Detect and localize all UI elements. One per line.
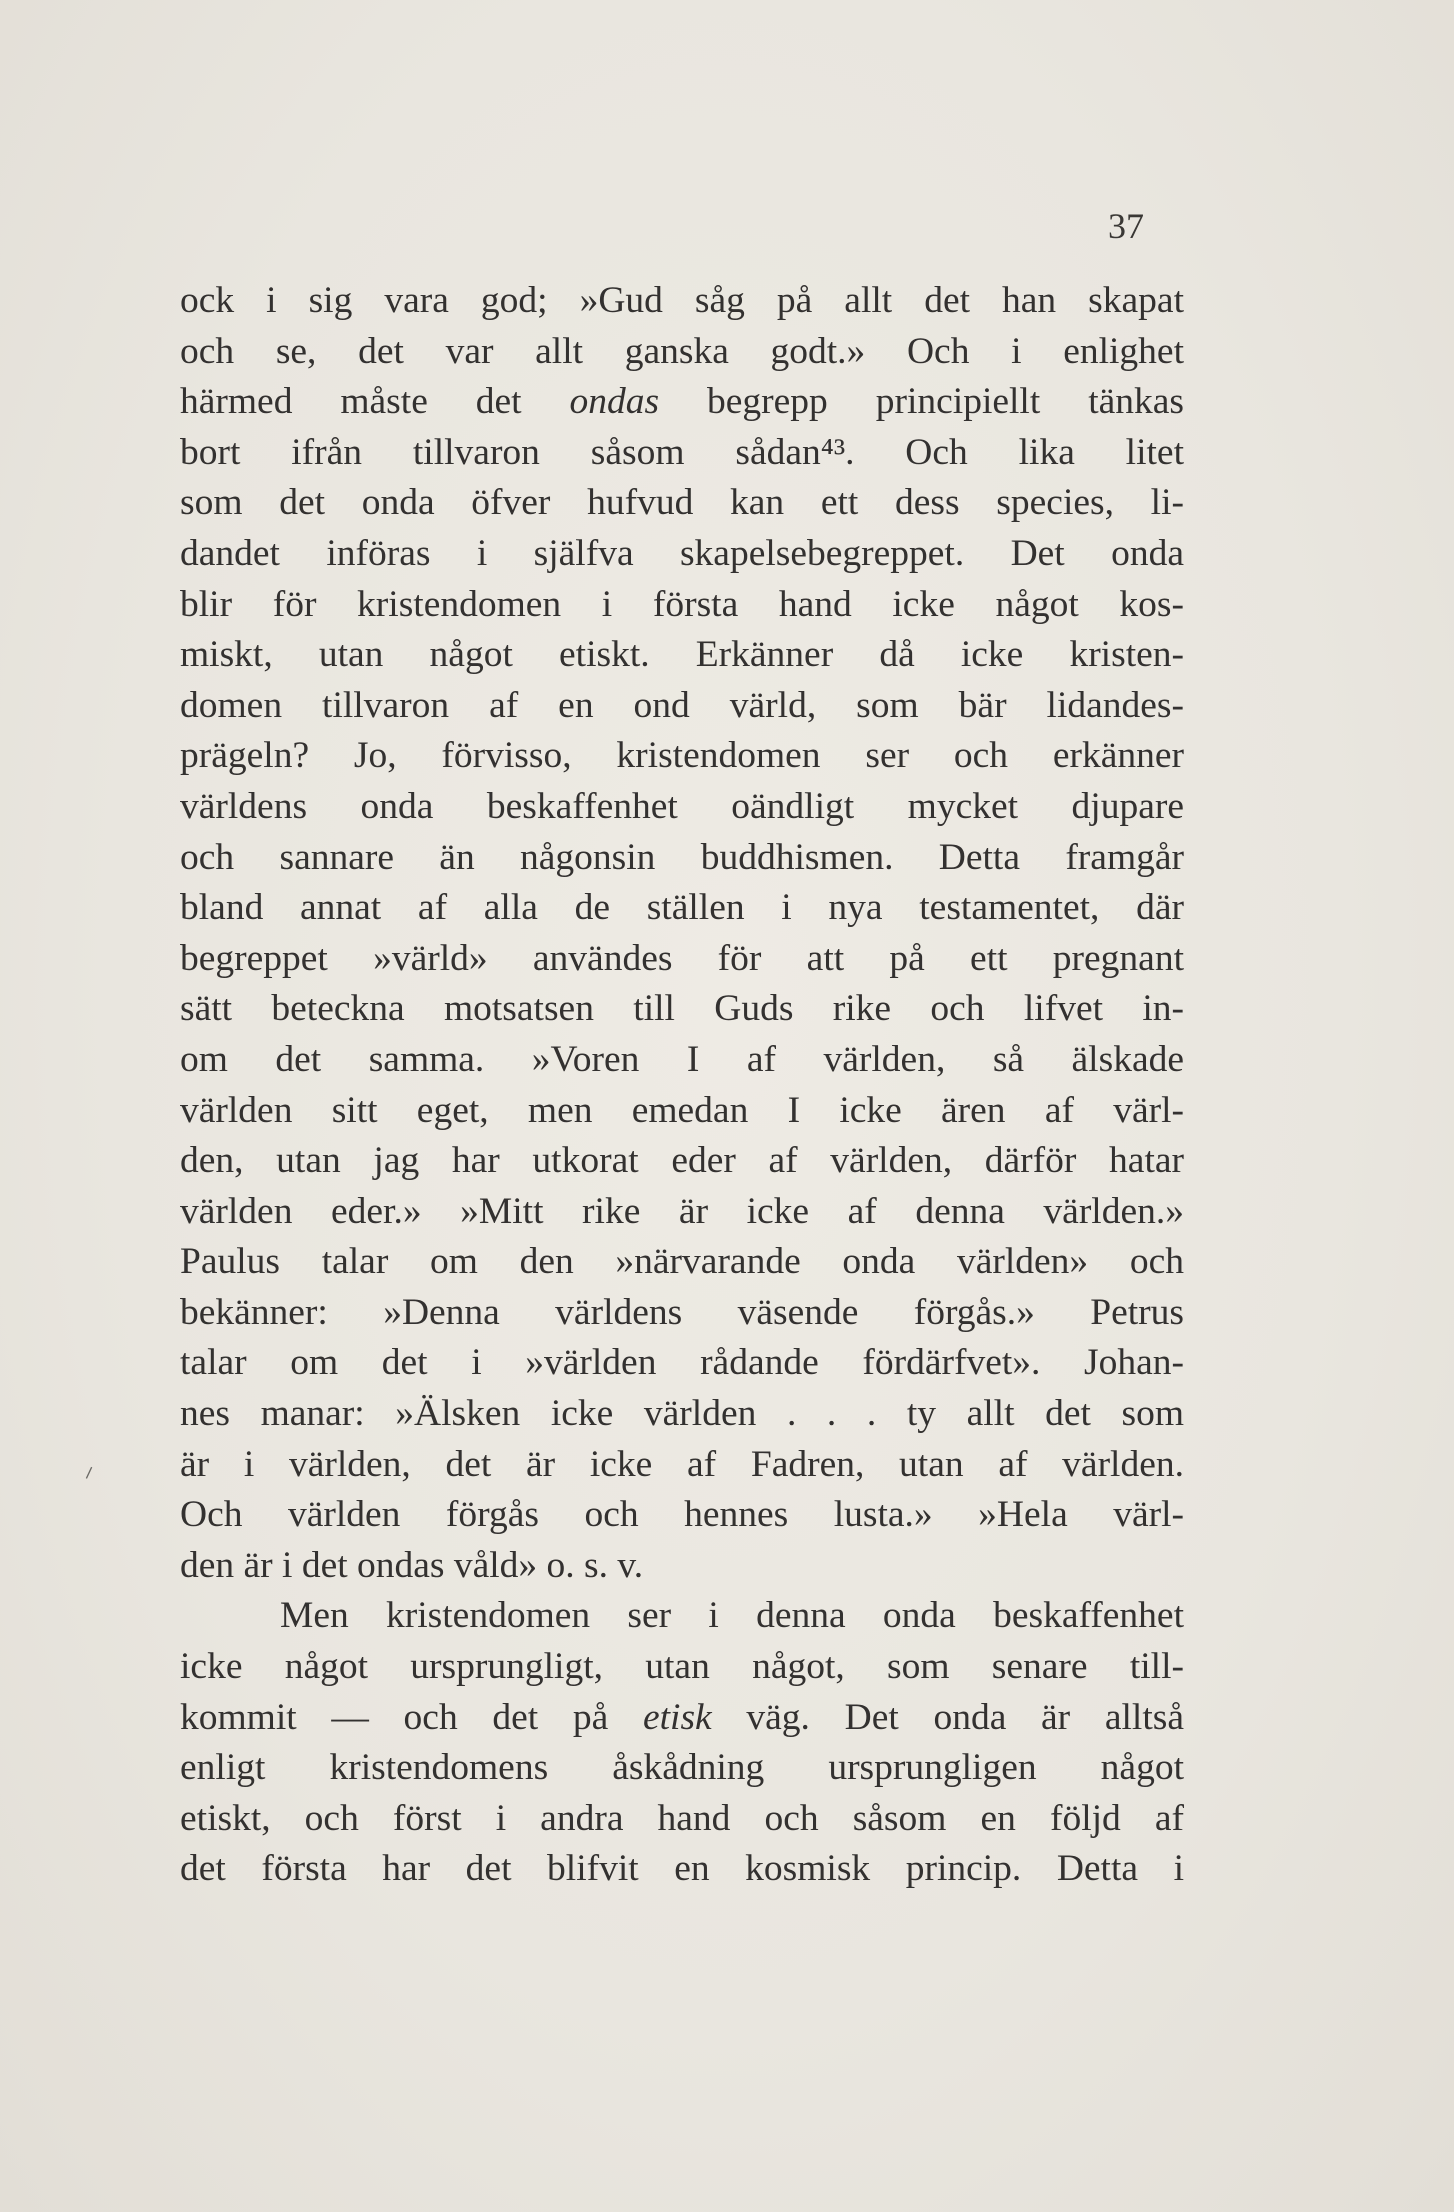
- text-line: bland annat af alla de ställen i nya testamentet, där: [180, 887, 1184, 929]
- text-line: talar om det i »världen rådande fördärfvet». Johan-: [180, 1342, 1184, 1384]
- text-line: den, utan jag har utkorat eder af världen, därför hatar: [180, 1140, 1184, 1182]
- text-line: Men kristendomen ser i denna onda beskaffenhet: [280, 1595, 1184, 1637]
- text-line: enligt kristendomens åskådning ursprungligen något: [180, 1747, 1184, 1789]
- text-line: är i världen, det är icke af Fadren, utan af världen.: [180, 1443, 1184, 1485]
- text-line: Paulus talar om den »närvarande onda världen» och: [180, 1241, 1184, 1283]
- text-line: härmed måste det ondas begrepp principiellt tänkas: [180, 381, 1184, 423]
- text-line: ock i sig vara god; »Gud såg på allt det han skapat: [180, 280, 1184, 321]
- text-line: dandet införas i själfva skapelsebegreppet. Det onda: [180, 532, 1184, 574]
- text-line: sätt beteckna motsatsen till Guds rike och lifvet in-: [180, 988, 1184, 1030]
- text-line: domen tillvaron af en ond värld, som bär lidandes-: [180, 684, 1184, 726]
- text-line: miskt, utan något etiskt. Erkänner då icke kristen-: [180, 634, 1184, 676]
- body-text: [180, 276, 1184, 1895]
- text-line: det första har det blifvit en kosmisk princip. Detta i: [180, 1848, 1184, 1890]
- text-line: icke något ursprungligt, utan något, som senare till-: [180, 1646, 1184, 1688]
- text-line: som det onda öfver hufvud kan ett dess species, li-: [180, 482, 1184, 524]
- text-line: och sannare än någonsin buddhismen. Detta framgår: [180, 836, 1184, 878]
- text-line: nes manar: »Älsken icke världen . . . ty allt det som: [180, 1393, 1184, 1435]
- text-line: prägeln? Jo, förvisso, kristendomen ser och erkänner: [180, 735, 1184, 777]
- text-line: världen sitt eget, men emedan I icke ären af värl-: [180, 1089, 1184, 1131]
- text-line: och se, det var allt ganska godt.» Och i enlighet: [180, 330, 1184, 372]
- text-line: världens onda beskaffenhet oändligt mycket djupare: [180, 785, 1184, 827]
- text-line: bort ifrån tillvaron såsom sådan⁴³. Och lika litet: [180, 431, 1184, 473]
- text-line: världen eder.» »Mitt rike är icke af denna världen.»: [180, 1190, 1184, 1232]
- text-line: Och världen förgås och hennes lusta.» »Hela värl-: [180, 1494, 1184, 1536]
- text-line: begreppet »värld» användes för att på ett pregnant: [180, 937, 1184, 979]
- text-line: om det samma. »Voren I af världen, så älskade: [180, 1038, 1184, 1080]
- margin-mark: ⸝: [75, 1451, 99, 1485]
- text-line: bekänner: »Denna världens väsende förgås.» Petrus: [180, 1291, 1184, 1333]
- page-number: 37: [1108, 206, 1144, 246]
- text-line: kommit — och det på etisk väg. Det onda är alltså: [180, 1696, 1185, 1738]
- text-line: blir för kristendomen i första hand icke något kos-: [180, 583, 1184, 625]
- text-line: den är i det ondas våld» o. s. v.: [180, 1544, 644, 1586]
- text-line: etiskt, och först i andra hand och såsom en följd af: [180, 1797, 1184, 1839]
